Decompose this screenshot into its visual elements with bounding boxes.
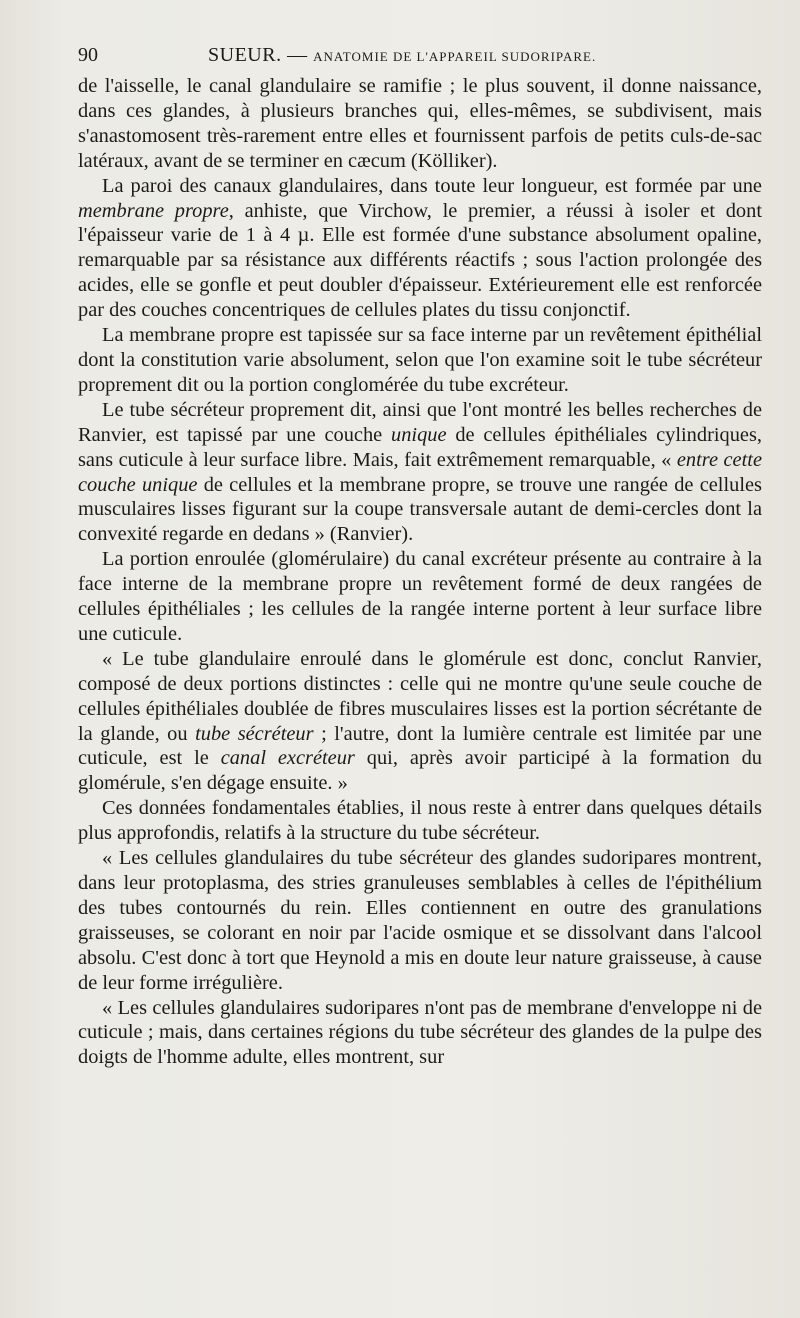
- paragraph-6-text-c: ; l'autre, dont la lumière centrale est limitée par une cuticule, est le: [78, 722, 762, 770]
- paragraph-6: [78, 647, 762, 796]
- paragraph-1: de l'aisselle, le canal glandulaire se ramifie ; le plus souvent, il donne naissance, dans ces glandes, à plusieurs branches qui, elles-mêmes, se subdivisent, mais s'anastomosent très-rarement entre elles et fournissent parfois de petits culs-de-sac latéraux, avant de se terminer en cæcum (Kölliker).: [78, 75, 762, 172]
- paragraph-9: « Les cellules glandulaires sudoripares n'ont pas de membrane d'enveloppe ni de cuticule ; mais, dans certaines régions du tube sécréteur des glandes de la pulpe des doigts de l'homme adulte, elles montrent, sur: [78, 996, 762, 1069]
- paragraph-2-text-a: La paroi des canaux glandulaires, dans toute leur longueur, est formée par une: [102, 174, 762, 197]
- page-number: 90: [78, 44, 98, 66]
- paragraph-4-italic-d: entre cette couche unique: [78, 448, 762, 496]
- paragraph-6-text-a: « Le tube glandulaire enroulé dans le glomérule est donc, conclut Ranvier, composé de deux portions distinctes : celle qui ne montre qu'une seule couche de cellules épithéliales doublée de fibres musculaires lisses est la portion sécrétante de la glande, ou: [78, 647, 762, 745]
- paragraph-5: La portion enroulée (glomérulaire) du canal excréteur présente au contraire à la face interne de la membrane propre un revêtement formé de deux rangées de cellules épithéliales ; les cellules de la rangée interne portent à leur surface libre une cuticule.: [78, 548, 762, 645]
- paragraph-2: [78, 174, 762, 323]
- paragraph-4: [78, 398, 762, 547]
- paragraph-4-text-e: de cellules et la membrane propre, se trouve une rangée de cellules musculaires lisses figurant sur la coupe transversale autant de demi-cercles dont la convexité regarde en dedans » (Ranvier).: [78, 473, 762, 546]
- paragraph-4-text-a: Le tube sécréteur proprement dit, ainsi que l'ont montré les belles recherches de Ranvier, est tapissé par une couche: [78, 398, 762, 446]
- running-title: [208, 44, 596, 67]
- author-name: SUEUR.: [208, 44, 282, 66]
- paragraph-4-italic-b: unique: [391, 423, 447, 446]
- paragraph-6-italic-d: canal excréteur: [220, 747, 355, 770]
- paragraph-2-text-c: , anhiste, que Virchow, le premier, a réussi à isoler et dont l'épaisseur varie de 1 à 4 µ. Elle est formée d'une substance absolument opaline, remarquable par sa résistance aux différents réactifs ; sous l'action prolongée des acides, elle se gonfle et peut doubler d'épaisseur. Extérieurement elle est renforcée par des couches concentriques de cellules plates du tissu conjonctif.: [78, 199, 762, 322]
- paragraph-3: La membrane propre est tapissée sur sa face interne par un revêtement épithélial dont la constitution varie absolument, selon que l'on examine soit le tube sécréteur proprement dit ou la portion conglomérée du tube excréteur.: [78, 324, 762, 396]
- body-text: [78, 74, 762, 1070]
- running-header: [78, 44, 768, 72]
- paragraph-2-italic: membrane propre: [78, 199, 229, 222]
- paragraph-6-text-e: qui, après avoir participé à la formation du glomérule, s'en dégage ensuite. »: [78, 747, 762, 795]
- chapter-title: ANATOMIE DE L'APPAREIL SUDORIPARE.: [313, 49, 597, 64]
- paragraph-8: « Les cellules glandulaires du tube sécréteur des glandes sudoripares montrent, dans leur protoplasma, des stries granuleuses semblables à celles de l'épithélium des tubes contournés du rein. Elles contiennent en outre des granulations graisseuses, se colorant en noir par l'acide osmique et se dissolvant dans l'alcool absolu. C'est donc à tort que Heynold a mis en doute leur nature graisseuse, à cause de leur forme irrégulière.: [78, 847, 762, 994]
- paragraph-6-italic-b: tube sécréteur: [195, 722, 314, 745]
- title-dash: —: [281, 44, 314, 66]
- paragraph-7: Ces données fondamentales établies, il nous reste à entrer dans quelques détails plus approfondis, relatifs à la structure du tube sécréteur.: [78, 797, 762, 845]
- paragraph-4-text-c: de cellules épithéliales cylindriques, sans cuticule à leur surface libre. Mais, fait extrêmement remarquable, «: [78, 423, 762, 471]
